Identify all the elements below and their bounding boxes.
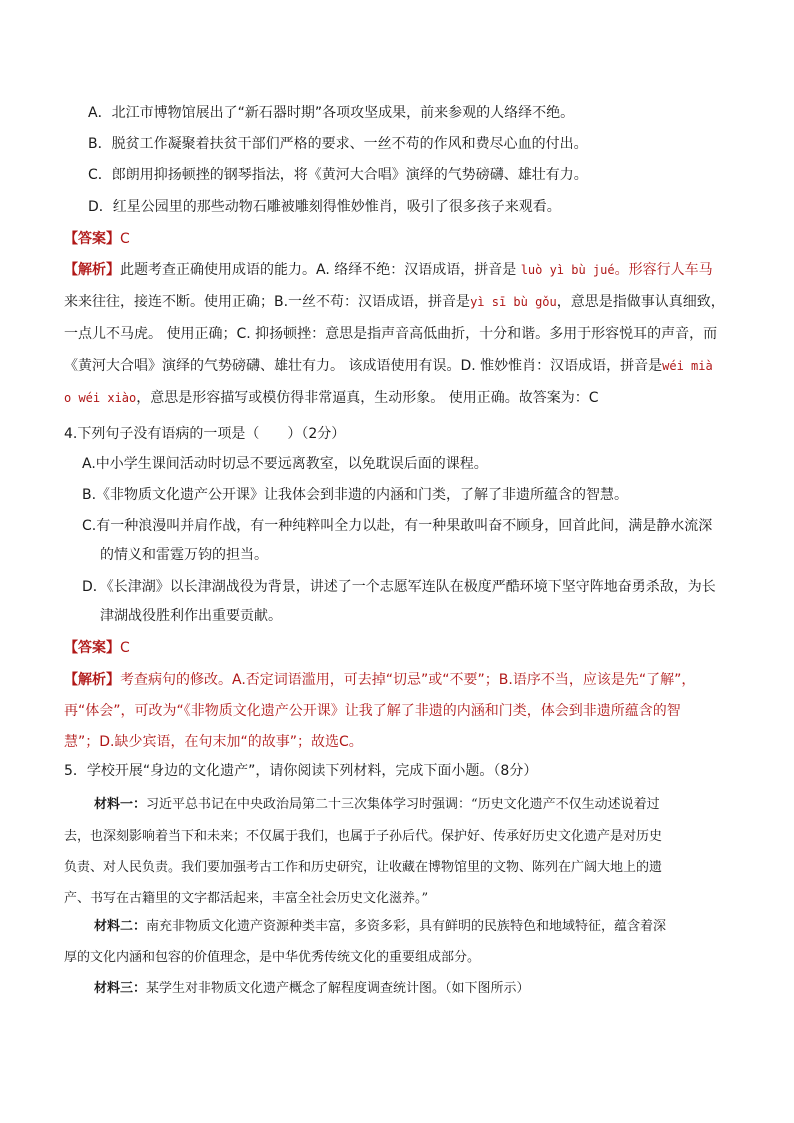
analysis-tag: 【解析】 bbox=[64, 262, 120, 278]
q5-material-1-line-2: 去，也深刻影响着当下和未来；不仅属于我们，也属于子孙后代。保护好、传承好历史文化遗产是对历史 bbox=[64, 829, 663, 844]
material-label: 材料三： bbox=[94, 981, 147, 996]
q4-option-c-line-1: C.有一种浪漫叫并肩作战，有一种纯粹叫全力以赴，有一种果敢叫奋不顾身，回首此间，满是静水流深 bbox=[82, 518, 713, 534]
pinyin-text: wéi mià bbox=[662, 359, 713, 373]
q3-analysis-line-2 bbox=[64, 292, 725, 312]
analysis-text: 《黄河大合唱》演绎的气势磅礴、雄壮有力。 该成语使用有误。D. 惟妙惟肖：汉语成语，拼音是 bbox=[64, 358, 663, 374]
answer-tag: 【答案】 bbox=[64, 231, 120, 247]
pinyin-text: yì sī bù gǒu bbox=[470, 295, 557, 309]
q4-stem: 4.下列句子没有语病的一项是（ ）（2分） bbox=[64, 426, 346, 442]
q3-option-c: C．郎朗用抑扬顿挫的钢琴指法，将《黄河大合唱》演绎的气势磅礴、雄壮有力。 bbox=[88, 167, 588, 183]
answer-tag: 【答案】 bbox=[64, 640, 120, 656]
q3-answer bbox=[64, 229, 130, 249]
q5-material-1-line-1 bbox=[94, 795, 660, 815]
pinyin-text: luò yì bù jué bbox=[520, 263, 615, 277]
q5-material-1-line-4: 产、书写在古籍里的文字都活起来，丰富全社会历史文化滋养。” bbox=[64, 891, 429, 906]
material-text: 某学生对非物质文化遗产概念了解程度调查统计图。（如下图所示） bbox=[146, 981, 530, 996]
q5-material-2-line-2: 厚的文化内涵和包容的价值理念，是中华优秀传统文化的重要组成部分。 bbox=[64, 950, 481, 965]
analysis-text: 来来往往，接连不断。使用正确；B.一丝不苟：汉语成语，拼音是 bbox=[64, 294, 471, 310]
pinyin-text: o wéi xiào bbox=[64, 391, 137, 405]
q4-analysis-line-3: 慧”；D.缺少宾语，在句末加“的故事”；故选C。 bbox=[64, 734, 363, 750]
q4-option-d-line-1: D．《长津湖》以长津湖战役为背景，讲述了一个志愿军连队在极度严酷环境下坚守阵地奋勇杀敌，为长 bbox=[82, 579, 716, 595]
q4-option-b: B.《非物质文化遗产公开课》让我体会到非遗的内涵和门类，了解了非遗所蕴含的智慧。 bbox=[82, 487, 629, 503]
analysis-text: ，意思是指做事认真细致， bbox=[556, 294, 725, 310]
answer-value: C bbox=[120, 231, 130, 247]
q3-analysis-line-4 bbox=[64, 356, 713, 376]
q3-analysis-line-5 bbox=[64, 388, 598, 408]
q5-material-1-line-3: 负责、对人民负责。我们要加强考古工作和历史研究，让收藏在博物馆里的文物、陈列在广阔大地上的遗 bbox=[64, 860, 663, 875]
analysis-text: ，意思是形容描写或模仿得非常逼真，生动形象。 使用正确。故答案为：C bbox=[136, 390, 599, 406]
material-label: 材料一： bbox=[94, 797, 147, 812]
q5-material-3-line-1 bbox=[94, 979, 530, 999]
q4-analysis-line-1 bbox=[64, 670, 695, 690]
material-text: 南充非物质文化遗产资源种类丰富，多资多彩，具有鲜明的民族特色和地域特征，蕴含着深 bbox=[146, 919, 667, 934]
q4-option-d-line-2: 津湖战役胜利作出重要贡献。 bbox=[100, 608, 282, 624]
analysis-text: 。形容行人车马 bbox=[614, 262, 713, 278]
q4-answer bbox=[64, 638, 130, 658]
q3-analysis-line-1 bbox=[64, 260, 713, 280]
q3-option-b: B．脱贫工作凝聚着扶贫干部们严格的要求、一丝不苟的作风和费尽心血的付出。 bbox=[88, 136, 588, 152]
q4-option-a: A.中小学生课间活动时切忌不要远离教室，以免耽误后面的课程。 bbox=[82, 456, 488, 472]
q5-stem: 5．学校开展“身边的文化遗产”，请你阅读下列材料，完成下面小题。（8分） bbox=[64, 763, 538, 779]
analysis-text: 此题考查正确使用成语的能力。A. 络绎不绝：汉语成语，拼音是 bbox=[120, 262, 521, 278]
q5-material-2-line-1 bbox=[94, 917, 666, 937]
q3-option-d: D．红星公园里的那些动物石雕被雕刻得惟妙惟肖，吸引了很多孩子来观看。 bbox=[88, 199, 561, 215]
analysis-tag: 【解析】 bbox=[64, 672, 120, 688]
q4-analysis-line-2: 再“体会”，可改为“《非物质文化遗产公开课》让我了解了非遗的内涵和门类，体会到非遗所蕴含的智 bbox=[64, 703, 681, 719]
q4-option-c-line-2: 的情义和雷霆万钧的担当。 bbox=[100, 547, 268, 563]
answer-value: C bbox=[120, 640, 130, 656]
q3-option-a: A．北江市博物馆展出了“新石器时期”各项攻坚成果，前来参观的人络绎不绝。 bbox=[88, 105, 575, 121]
q3-analysis-line-3: 一点儿不马虎。 使用正确；C. 抑扬顿挫：意思是指声音高低曲折，十分和谐。多用于形容悦耳的声音，而 bbox=[64, 326, 718, 342]
analysis-text: 考查病句的修改。A.否定词语滥用，可去掉“切忌”或“不要”；B.语序不当，应该是先“了解”， bbox=[120, 672, 696, 688]
material-text: 习近平总书记在中央政治局第二十三次集体学习时强调：“历史文化遗产不仅生动述说着过 bbox=[146, 797, 660, 812]
material-label: 材料二： bbox=[94, 919, 147, 934]
